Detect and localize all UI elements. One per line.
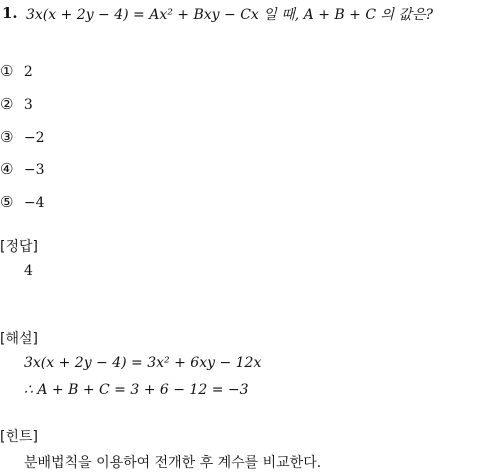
choice-3[interactable] bbox=[0, 128, 45, 146]
hint-label: [힌트] bbox=[0, 429, 38, 445]
explanation-label: [해설] bbox=[0, 331, 38, 347]
choice-2[interactable] bbox=[0, 95, 33, 113]
hint-text: 분배법칙을 이용하여 전개한 후 계수를 비교한다. bbox=[24, 455, 322, 471]
choice-value: −4 bbox=[23, 195, 45, 211]
answer-label: [정답] bbox=[0, 239, 38, 255]
answer-value: 4 bbox=[24, 263, 33, 279]
choice-value: 3 bbox=[23, 97, 33, 113]
choice-5[interactable] bbox=[0, 193, 45, 211]
explanation-line-2: ∴ A + B + C = 3 + 6 − 12 = −3 bbox=[24, 382, 249, 398]
choice-marker: ③ bbox=[0, 128, 14, 146]
choice-marker: ⑤ bbox=[0, 193, 14, 211]
choice-marker: ④ bbox=[0, 160, 14, 178]
choice-marker: ② bbox=[0, 95, 14, 113]
explanation-line-1: 3x(x + 2y − 4) = 3x² + 6xy − 12x bbox=[24, 355, 262, 371]
question-number: 1. bbox=[2, 4, 18, 22]
choice-4[interactable] bbox=[0, 160, 45, 178]
choice-marker: ① bbox=[0, 62, 14, 80]
choice-value: −2 bbox=[23, 130, 45, 146]
choice-value: 2 bbox=[23, 64, 33, 80]
choice-1[interactable] bbox=[0, 62, 33, 80]
choice-value: −3 bbox=[23, 162, 45, 178]
question-text: 3x(x + 2y − 4) = Ax² + Bxy − Cx 일 때, A + B + C 의 값은? bbox=[26, 7, 434, 23]
